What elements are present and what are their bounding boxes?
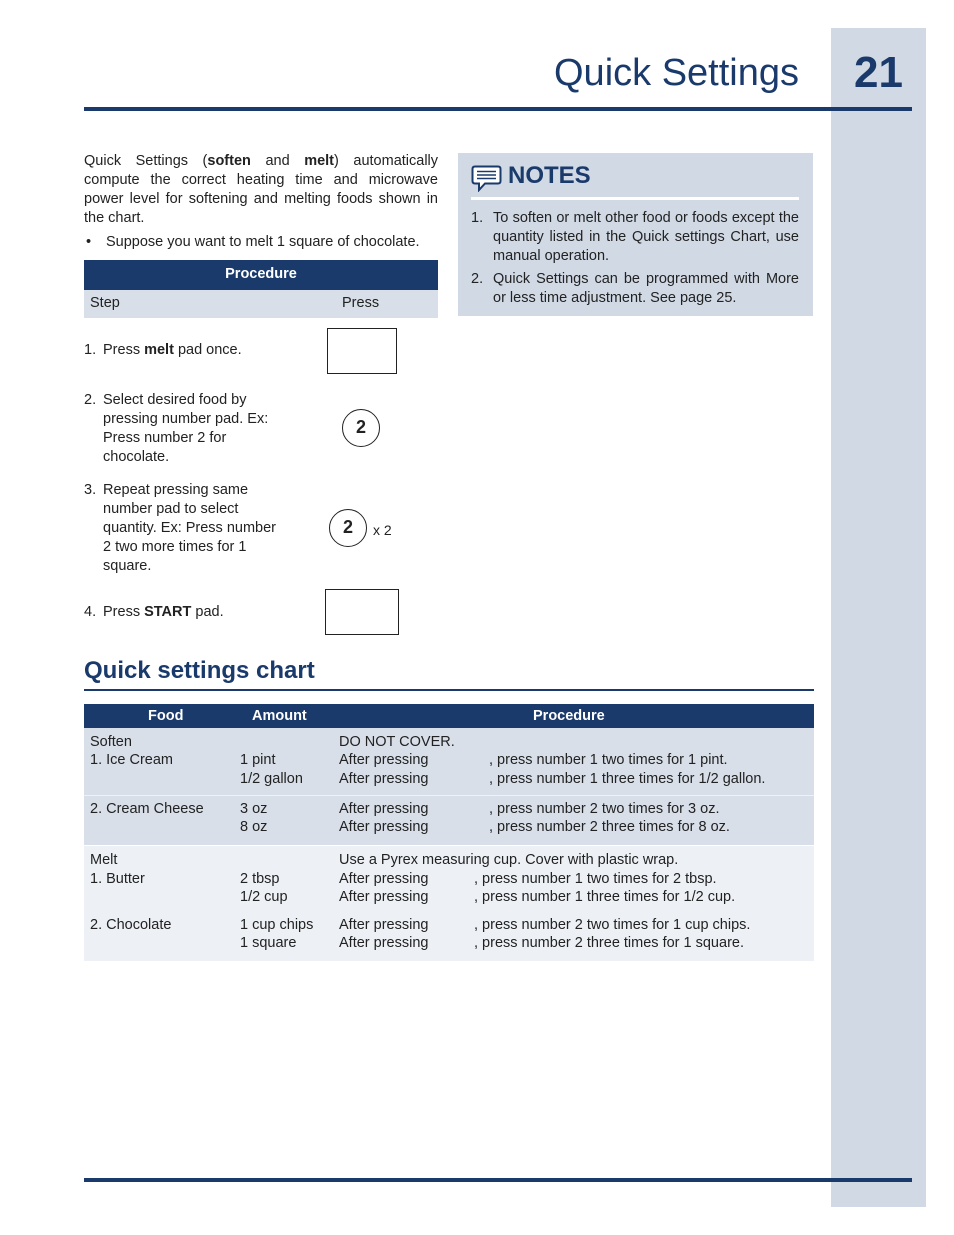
food-cell: 1. Ice Cream [90,752,173,768]
melt-key-box [327,328,397,374]
food-cell: 2. Chocolate [90,917,172,933]
notes-box [458,153,813,316]
amount-cell: 1 pint [240,752,276,768]
procedure-cell: , press number 2 two times for 1 cup chips. [474,917,751,933]
procedure-cell: , press number 1 three times for 1/2 cup. [474,889,736,905]
repeat-count: x 2 [373,522,392,538]
press-column-label: Press [342,295,380,311]
category-label: Melt [90,852,118,868]
row-divider [84,795,814,796]
after-pressing-cell: After pressing [339,935,429,951]
procedure-cell: , press number 1 two times for 2 tbsp. [474,871,717,887]
start-key-box [325,589,399,635]
amount-column-header: Amount [252,708,307,724]
note-item: 1. To soften or melt other food or foods except the quantity listed in the Quick settings Chart, use manual operation. [471,210,799,264]
procedure-column-header: Procedure [533,708,605,724]
procedure-cell: , press number 1 three times for 1/2 gallon. [489,771,766,787]
chart-rule [84,689,814,691]
procedure-cell: , press number 2 three times for 1 square. [474,935,744,951]
bullet-mark: • [86,234,92,250]
after-pressing-cell: After pressing [339,819,429,835]
procedure-header: Procedure [84,260,438,290]
page-title: Quick Settings [554,52,799,94]
number-2-key: 2 [342,409,380,447]
category-note: Use a Pyrex measuring cup. Cover with plastic wrap. [339,852,679,868]
amount-cell: 1 square [240,935,297,951]
procedure-step: 4. Press START pad. [84,604,224,620]
step-column-label: Step [90,295,120,311]
after-pressing-cell: After pressing [339,801,429,817]
category-label: Soften [90,734,132,750]
chart-header-row [84,704,814,728]
food-cell: 2. Cream Cheese [90,801,204,817]
after-pressing-cell: After pressing [339,871,429,887]
notes-title: NOTES [508,162,591,189]
after-pressing-cell: After pressing [339,889,429,905]
example-bullet: • Suppose you want to melt 1 square of chocolate. [86,234,420,250]
procedure-step: 2. Select desired food by pressing number pad. Ex: Press number 2 for chocolate. [84,392,269,465]
number-2-key: 2 [329,509,367,547]
header-rule [84,107,912,111]
procedure-subheader [84,290,438,318]
amount-cell: 8 oz [240,819,268,835]
speech-bubble-icon [471,165,502,197]
amount-cell: 1/2 gallon [240,771,303,787]
food-column-header: Food [148,708,184,724]
side-tab-panel [831,28,926,1207]
food-cell: 1. Butter [90,871,145,887]
procedure-cell: , press number 2 three times for 8 oz. [489,819,730,835]
procedure-step: 1. Press melt pad once. [84,342,242,358]
amount-cell: 1/2 cup [240,889,288,905]
category-note: DO NOT COVER. [339,734,455,750]
footer-rule [84,1178,912,1182]
page-number: 21 [854,48,903,97]
chart-heading: Quick settings chart [84,657,315,684]
intro-paragraph: Quick Settings (soften and melt) automatically compute the correct heating time and microwave power level for softening and melting foods shown in the chart. [84,153,439,226]
amount-cell: 1 cup chips [240,917,314,933]
amount-cell: 2 tbsp [240,871,280,887]
after-pressing-cell: After pressing [339,917,429,933]
note-item: 2. Quick Settings can be programmed with More or less time adjustment. See page 25. [471,271,799,306]
procedure-cell: , press number 2 two times for 3 oz. [489,801,720,817]
procedure-step: 3. Repeat pressing same number pad to select quantity. Ex: Press number 2 two more times for 1 square. [84,482,277,574]
after-pressing-cell: After pressing [339,752,429,768]
after-pressing-cell: After pressing [339,771,429,787]
procedure-cell: , press number 1 two times for 1 pint. [489,752,728,768]
amount-cell: 3 oz [240,801,268,817]
notes-divider [471,197,799,200]
